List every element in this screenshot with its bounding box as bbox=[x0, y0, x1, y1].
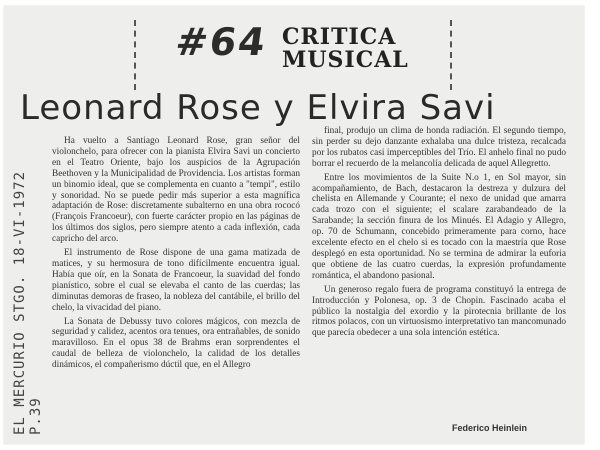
section-title bbox=[282, 26, 409, 72]
paragraph: Un generoso regalo fuera de programa constituyó la entrega de Introducción y Polonesa, op. 3 de Chopin. Fascinado acaba el público la nostalgia del exordio y la pirotecnia brillante de los ritmos polacos, con un virtuosismo interpretativo tan mancomunado que parecía obedecer a una sola intención estética. bbox=[312, 284, 566, 339]
section-title-line2: MUSICAL bbox=[282, 47, 409, 73]
archive-stamp: EL MERCURIO STGO. 18-VI-1972 P.39 bbox=[12, 170, 44, 435]
paragraph: final, produjo un clima de honda radiación. El segundo tiempo, sin perder su dejo danzante exhalaba una dulce tristeza, recalcada por los rubatos casi imperceptibles del Trío. El anhelo final no pudo borrar el recuerdo de la melancolía delicada de aquel Allegretto. bbox=[312, 126, 566, 169]
section-title-line1: CRITICA bbox=[282, 24, 397, 50]
handwritten-mark: #64 bbox=[172, 20, 270, 64]
paragraph: Entre los movimientos de la Suite N.o 1, en Sol mayor, sin acompañamiento, de Bach, destacaron la destreza y dulzura del chelista en Allemande y Courante; el nexo de unidad que amarra cada trozo con el siguiente; el scalare zarabandeado de la Sarabande; la sección finura de los Minués. El Adagio y Allegro, op. 70 de Schumann, concebido primeramente para corno, hace excelente efecto en el chelo si es tocado con la maestría que Rose desplegó en esta oportunidad. No se termina de admirar la euforia que obtiene de las cuatro cuerdas, la expresión profundamente romántica, el abandono pasional. bbox=[312, 172, 566, 281]
author-signature: Federico Heinlein bbox=[452, 423, 528, 433]
article-column-1 bbox=[52, 136, 300, 374]
paragraph: Ha vuelto a Santiago Leonard Rose, gran señor del violonchelo, para ofrecer con la pianista Elvira Savi un concierto en el Teatro Oriente, bajo los auspicios de la Agrupación Beethoven y la Municipalidad de Providencia. Los artistas forman un binomio ideal, que se complementa en cuanto a "tempi", estilo y sonoridad. No se puede pedir más superior a esta magnífica adaptación de Rose: discretamente subalterno en una obra rococó (François Francoeur), con fuerte carácter propio en las páginas de los últimos dos siglos, pero siempre atento a cada inflexión, cada capricho del arco. bbox=[52, 136, 300, 245]
article-column-2 bbox=[312, 126, 566, 342]
paragraph: El instrumento de Rose dispone de una gama matizada de matices, y su hermosura de tono difícilmente encuentra igual. Había que oír, en la Sonata de Francoeur, la suavidad del fondo pianístico, sobre el cual se elevaba el canto de las cuerdas; las diminutas demoras de fraseo, la nobleza del cantábile, el brillo del chelo, la vivacidad del piano. bbox=[52, 248, 300, 313]
dashed-divider-right bbox=[450, 20, 452, 90]
paragraph: La Sonata de Debussy tuvo colores mágicos, con mezcla de seguridad y calidez, acentos ora tenues, ora entrañables, de sonido maravilloso. En el opus 38 de Brahms eran sorprendentes el caudal de belleza de violonchelo, la calidad de los detalles dinámicos, el compañerismo dúctil que, en el Allegro bbox=[52, 316, 300, 371]
article-headline: Leonard Rose y Elvira Savi bbox=[20, 88, 496, 128]
dashed-divider-left bbox=[134, 20, 136, 90]
